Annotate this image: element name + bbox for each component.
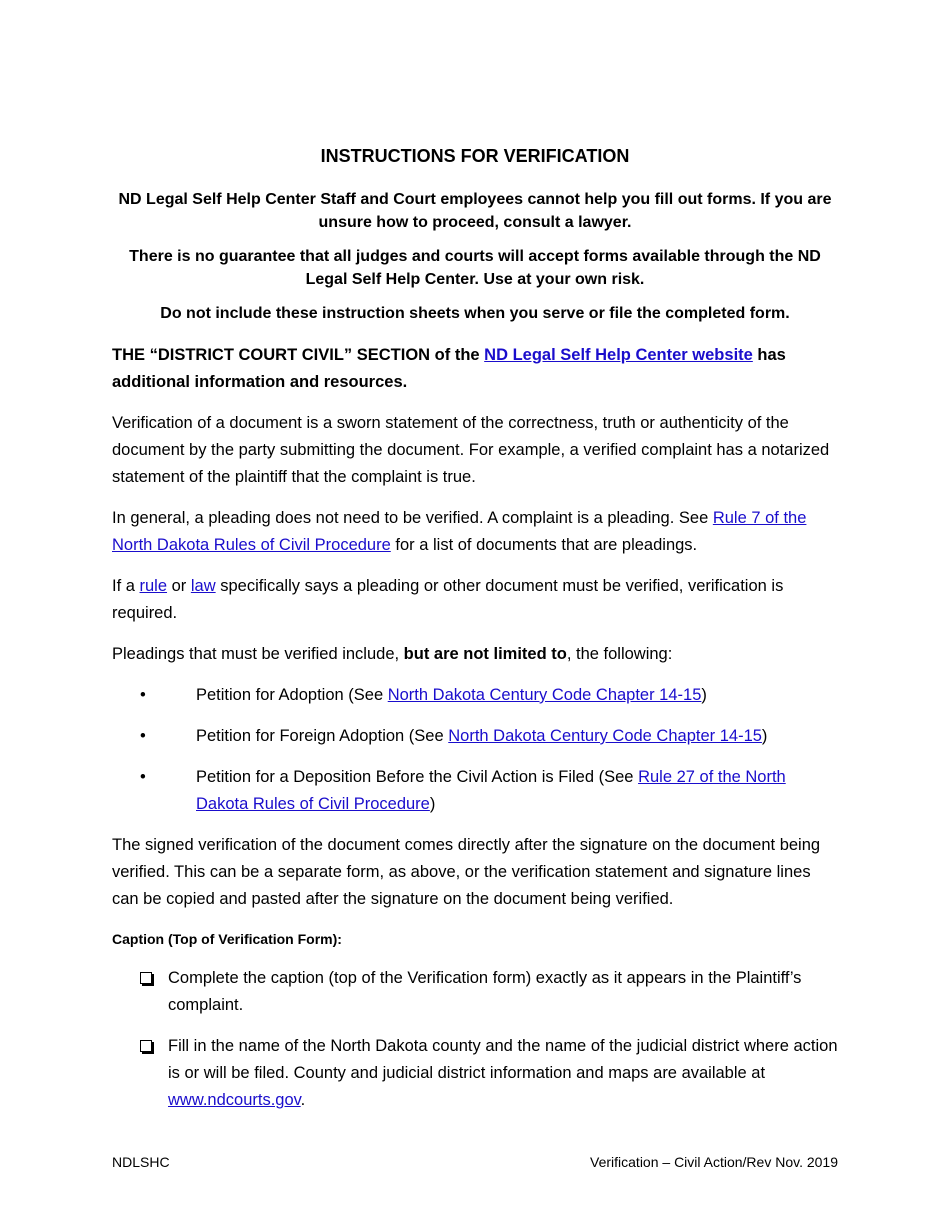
checkbox-icon — [140, 1040, 152, 1052]
page-title: INSTRUCTIONS FOR VERIFICATION — [320, 146, 630, 166]
checkbox-icon — [140, 972, 152, 984]
ndcourts-link[interactable]: www.ndcourts.gov — [168, 1091, 301, 1109]
bullet-icon: • — [140, 768, 146, 786]
notice-staff: ND Legal Self Help Center Staff and Court employees cannot help you fill out forms. If you are unsure how to proceed, consult a lawyer. — [118, 191, 832, 231]
verification-required-paragraph: If a rule or law specifically says a pleading or other document must be verified, verification is required. — [112, 577, 784, 622]
pleadings-bullet-list — [112, 682, 838, 818]
self-help-website-link[interactable]: ND Legal Self Help Center website — [484, 346, 753, 364]
notice-instruction-sheets: Do not include these instruction sheets when you serve or file the completed form. — [160, 305, 790, 322]
pleading-paragraph: In general, a pleading does not need to be verified. A complaint is a pleading. See Rule 7 of the North Dakota Rules of Civil Procedure for a list of documents that are pleadings. — [112, 509, 807, 554]
ndcc-14-15-link[interactable]: North Dakota Century Code Chapter 14-15 — [448, 727, 762, 745]
rule-27-link[interactable]: Rule 27 of the North Dakota Rules of Civil Procedure — [196, 768, 786, 813]
district-section-paragraph: THE “DISTRICT COURT CIVIL” SECTION of the ND Legal Self Help Center website has additional information and resources. — [112, 346, 786, 391]
list-item: • Petition for Adoption (See North Dakota Century Code Chapter 14-15) — [112, 682, 838, 709]
page-footer — [112, 1154, 838, 1170]
verification-definition-paragraph: Verification of a document is a sworn statement of the correctness, truth or authenticity of the document by the party submitting the document. For example, a verified complaint has a notarized statement of the plaintiff that the complaint is true. — [112, 414, 830, 486]
rule-7-link[interactable]: Rule 7 of the North Dakota Rules of Civil Procedure — [112, 509, 807, 554]
list-item: Complete the caption (top of the Verification form) exactly as it appears in the Plaintiff’s complaint. — [112, 965, 838, 1019]
signed-verification-paragraph: The signed verification of the document comes directly after the signature on the document being verified. This can be a separate form, as above, or the verification statement and signature lines can be copied and pasted after the signature on the document being verified. — [112, 836, 821, 908]
law-link[interactable]: law — [190, 577, 216, 595]
bullet-icon: • — [140, 727, 146, 745]
rule-link[interactable]: rule — [139, 577, 168, 595]
list-item: • Petition for a Deposition Before the Civil Action is Filed (See Rule 27 of the North Dakota Rules of Civil Procedure) — [112, 764, 838, 818]
notice-guarantee: There is no guarantee that all judges and courts will accept forms available through the ND Legal Self Help Center. Use at your own risk. — [129, 248, 821, 288]
list-item: • Petition for Foreign Adoption (See North Dakota Century Code Chapter 14-15) — [112, 723, 838, 750]
footer-right: Verification – Civil Action/Rev Nov. 2019 — [590, 1154, 838, 1170]
ndcc-14-15-link[interactable]: North Dakota Century Code Chapter 14-15 — [387, 686, 702, 704]
list-item: Fill in the name of the North Dakota county and the name of the judicial district where action is or will be filed. County and judicial district information and maps are available at www.ndcourts.gov. — [112, 1033, 838, 1114]
caption-checklist — [112, 965, 838, 1114]
footer-left: NDLSHC — [112, 1154, 170, 1170]
bullet-icon: • — [140, 686, 146, 704]
document-content — [112, 146, 838, 1128]
must-verify-paragraph: Pleadings that must be verified include, but are not limited to, the following: — [112, 645, 673, 663]
caption-heading: Caption (Top of Verification Form): — [112, 931, 342, 947]
